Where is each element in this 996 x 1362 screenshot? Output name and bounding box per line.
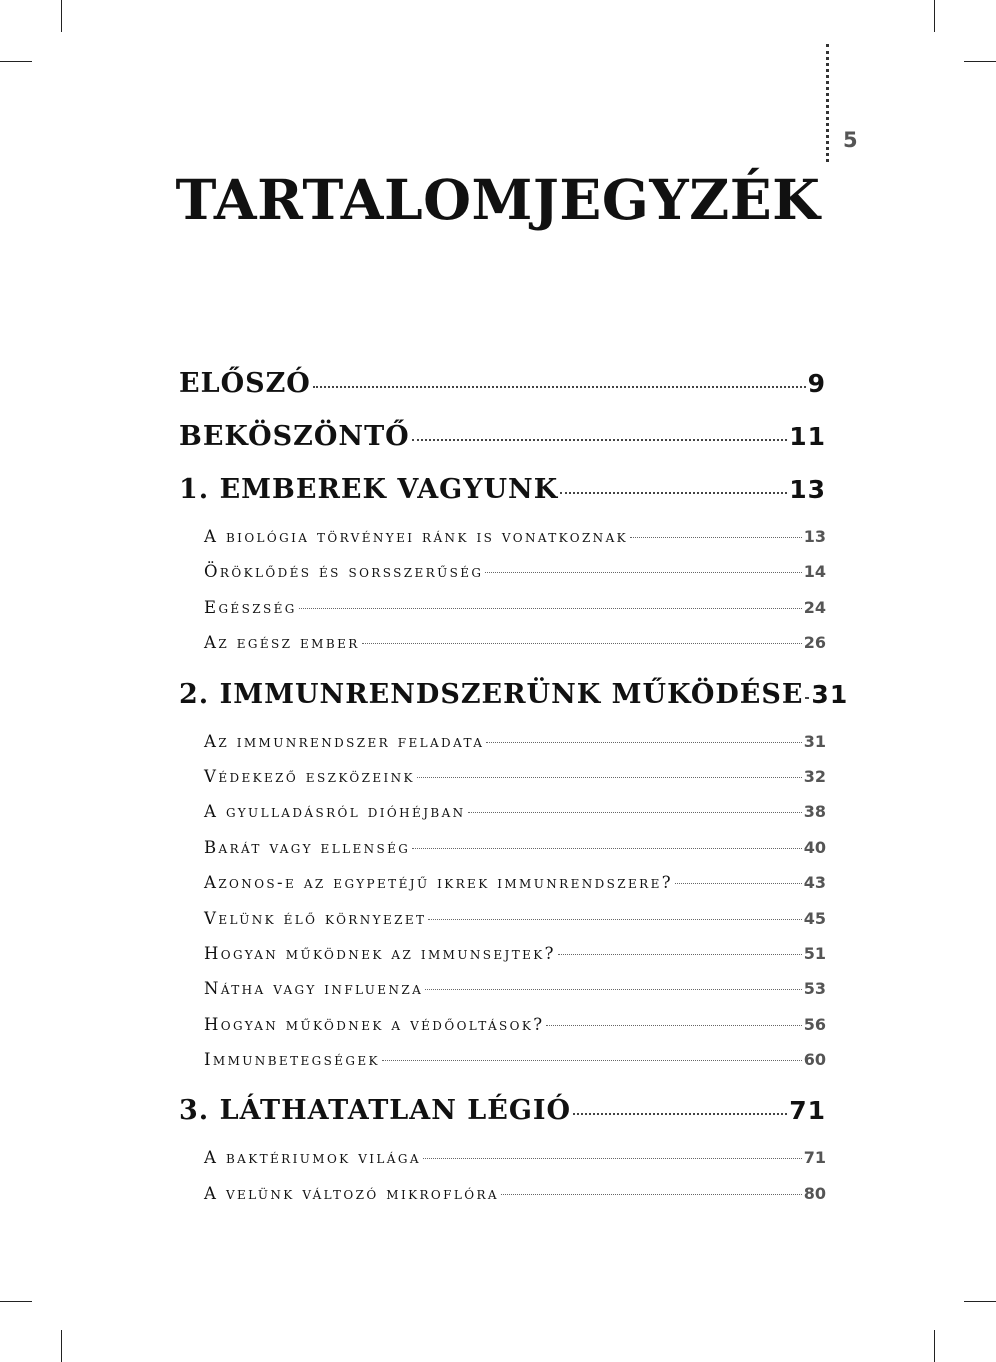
dot-leader bbox=[558, 954, 802, 955]
toc-entry-title: Védekező eszközeink bbox=[204, 766, 415, 786]
dot-leader bbox=[486, 742, 801, 743]
dot-leader bbox=[423, 1158, 802, 1159]
dot-leader bbox=[560, 492, 787, 494]
toc-page-number: 24 bbox=[803, 597, 826, 617]
toc-page-number: 71 bbox=[789, 1096, 826, 1126]
toc-page-number: 13 bbox=[803, 527, 826, 546]
toc-section-entry[interactable] bbox=[179, 873, 826, 908]
toc-section-entry[interactable] bbox=[179, 562, 826, 597]
toc-page-number: 40 bbox=[803, 837, 826, 857]
table-of-contents bbox=[179, 368, 849, 1219]
toc-entry-title: A biológia törvényei ránk is vonatkoznak bbox=[204, 527, 629, 546]
toc-entry-title: A velünk változó mikroflóra bbox=[204, 1183, 499, 1203]
toc-page-number: 71 bbox=[803, 1148, 826, 1168]
toc-page-number: 43 bbox=[803, 873, 826, 893]
toc-page-number: 60 bbox=[803, 1050, 826, 1070]
toc-entry-title: Öröklődés és sorsszerűség bbox=[204, 562, 484, 582]
toc-entry-title: BEKÖSZÖNTŐ bbox=[179, 421, 410, 452]
toc-entry-title: A baktériumok világa bbox=[204, 1148, 421, 1168]
toc-page-number: 56 bbox=[803, 1014, 826, 1034]
toc-entry-title: Azonos-e az egypetéjű ikrek immunrendszere? bbox=[204, 873, 674, 893]
toc-section-entry[interactable] bbox=[179, 802, 826, 837]
toc-page-number: 9 bbox=[807, 369, 826, 398]
toc-page-number: 80 bbox=[803, 1183, 826, 1203]
toc-section-entry[interactable] bbox=[179, 527, 826, 562]
toc-entry-title: Nátha vagy influenza bbox=[204, 979, 424, 999]
toc-page-number: 26 bbox=[803, 633, 826, 653]
dot-leader bbox=[428, 919, 801, 920]
toc-chapter-entry[interactable] bbox=[179, 678, 849, 732]
toc-entry-title: 3. LÁTHATATLAN LÉGIÓ bbox=[179, 1095, 572, 1127]
dot-leader bbox=[313, 386, 806, 388]
dot-leader bbox=[417, 777, 802, 778]
toc-section-entry[interactable] bbox=[179, 1015, 826, 1050]
toc-chapter-entry[interactable] bbox=[179, 421, 826, 474]
crop-mark-bottom-left bbox=[0, 1301, 32, 1302]
toc-section-entry[interactable] bbox=[179, 767, 826, 802]
dot-leader bbox=[425, 989, 802, 990]
toc-entry-title: Hogyan működnek a védőoltások? bbox=[204, 1014, 545, 1034]
toc-entry-title: Egészség bbox=[204, 597, 297, 617]
dot-leader bbox=[573, 1113, 787, 1115]
dot-leader bbox=[805, 697, 809, 699]
crop-mark-top-right bbox=[964, 61, 996, 62]
toc-page-number: 38 bbox=[803, 802, 826, 822]
toc-page-number: 31 bbox=[803, 731, 826, 751]
toc-section-entry[interactable] bbox=[179, 944, 826, 979]
toc-page-number: 11 bbox=[789, 422, 826, 451]
dot-leader bbox=[412, 848, 801, 849]
toc-entry-title: 1. EMBEREK VAGYUNK bbox=[179, 474, 559, 505]
dot-leader bbox=[468, 812, 802, 813]
dot-leader bbox=[546, 1025, 801, 1026]
dot-leader bbox=[382, 1060, 802, 1061]
toc-page-number: 45 bbox=[803, 908, 826, 928]
toc-section-entry[interactable] bbox=[179, 732, 826, 767]
toc-chapter-entry[interactable] bbox=[179, 1095, 826, 1148]
dot-leader bbox=[630, 537, 802, 538]
page-number: 5 bbox=[843, 128, 858, 152]
dot-leader bbox=[675, 883, 802, 884]
crop-mark-top-right bbox=[934, 0, 935, 32]
crop-mark-bottom-left bbox=[61, 1330, 62, 1362]
toc-entry-title: Velünk élő környezet bbox=[204, 908, 427, 928]
toc-entry-title: Az immunrendszer feladata bbox=[204, 731, 485, 751]
toc-page-number: 53 bbox=[803, 979, 826, 999]
toc-section-entry[interactable] bbox=[179, 633, 826, 668]
toc-section-entry[interactable] bbox=[179, 909, 826, 944]
toc-entry-title: Immunbetegségek bbox=[204, 1050, 380, 1070]
toc-section-entry[interactable] bbox=[179, 1050, 826, 1085]
toc-section-entry[interactable] bbox=[179, 979, 826, 1014]
toc-entry-title: ELŐSZÓ bbox=[179, 368, 311, 399]
toc-section-entry[interactable] bbox=[179, 1148, 826, 1183]
crop-mark-bottom-right bbox=[934, 1330, 935, 1362]
toc-page-number: 32 bbox=[803, 766, 826, 786]
toc-section-entry[interactable] bbox=[179, 598, 826, 633]
crop-mark-bottom-right bbox=[964, 1301, 996, 1302]
page-title: TARTALOMJEGYZÉK bbox=[175, 167, 821, 232]
toc-entry-title: 2. IMMUNRENDSZERÜNK MŰKÖDÉSE bbox=[179, 678, 804, 710]
dot-leader bbox=[299, 608, 802, 609]
toc-page-number: 14 bbox=[803, 562, 826, 582]
toc-chapter-entry[interactable] bbox=[179, 368, 826, 421]
crop-mark-top-left bbox=[0, 61, 32, 62]
dot-leader bbox=[412, 439, 788, 441]
dot-leader bbox=[501, 1194, 802, 1195]
toc-entry-title: Hogyan működnek az immunsejtek? bbox=[204, 943, 556, 963]
toc-page-number: 31 bbox=[811, 679, 849, 709]
toc-page-number: 51 bbox=[803, 943, 826, 963]
page-edge-dotted-rule bbox=[826, 44, 829, 162]
toc-entry-title: Barát vagy ellenség bbox=[204, 837, 411, 857]
crop-mark-top-left bbox=[61, 0, 62, 32]
toc-entry-title: Az egész ember bbox=[204, 633, 360, 653]
toc-page-number: 13 bbox=[789, 475, 826, 504]
toc-entry-title: A gyulladásról dióhéjban bbox=[204, 802, 466, 822]
dot-leader bbox=[362, 643, 802, 644]
toc-section-entry[interactable] bbox=[179, 1184, 826, 1219]
dot-leader bbox=[485, 572, 801, 573]
toc-chapter-entry[interactable] bbox=[179, 474, 826, 527]
toc-section-entry[interactable] bbox=[179, 838, 826, 873]
